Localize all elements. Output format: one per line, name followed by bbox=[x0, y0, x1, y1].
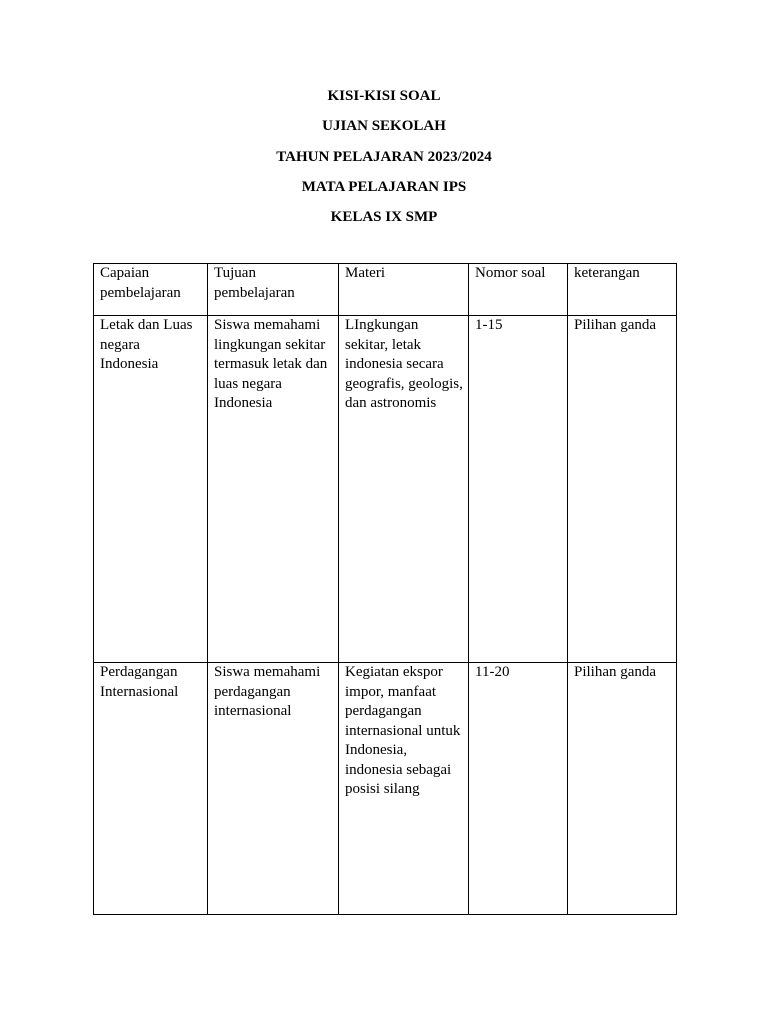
table-cell bbox=[94, 316, 208, 663]
cell-materi: Kegiatan ekspor impor, manfaat perdagangan internasional untuk Indonesia, indonesia sebagai posisi silang bbox=[345, 664, 461, 797]
cell-capaian: Perdagangan Internasional bbox=[100, 664, 179, 700]
cell-tujuan: Siswa memahami lingkungan sekitar termasuk letak dan luas negara Indonesia bbox=[214, 317, 328, 411]
cell-keterangan: Pilihan ganda bbox=[574, 664, 657, 680]
table-row bbox=[94, 663, 677, 915]
table-cell bbox=[568, 663, 677, 915]
table-cell bbox=[208, 316, 339, 663]
header-capaian-text: Capaian pembelajaran bbox=[100, 265, 181, 301]
header-nomor-soal bbox=[469, 264, 568, 316]
header-materi bbox=[339, 264, 469, 316]
table-cell bbox=[469, 316, 568, 663]
header-tujuan-text: Tujuan pembelajaran bbox=[214, 265, 295, 301]
cell-tujuan: Siswa memahami perdagangan internasional bbox=[214, 664, 321, 719]
cell-materi: LIngkungan sekitar, letak indonesia secara geografis, geologis, dan astronomis bbox=[345, 317, 463, 411]
heading-subject: MATA PELAJARAN IPS bbox=[301, 178, 467, 195]
header-keterangan bbox=[568, 264, 677, 316]
header-capaian bbox=[94, 264, 208, 316]
table-cell bbox=[568, 316, 677, 663]
table-header-row bbox=[94, 264, 677, 316]
question-grid-table bbox=[93, 263, 677, 915]
heading-exam-name: UJIAN SEKOLAH bbox=[322, 118, 446, 135]
table-row bbox=[94, 316, 677, 663]
document-heading bbox=[0, 87, 768, 238]
header-keterangan-text: keterangan bbox=[574, 265, 640, 281]
table-cell bbox=[94, 663, 208, 915]
table-cell bbox=[469, 663, 568, 915]
header-tujuan bbox=[208, 264, 339, 316]
cell-capaian: Letak dan Luas negara Indonesia bbox=[100, 317, 193, 372]
cell-nomor-soal: 11-20 bbox=[475, 664, 510, 680]
cell-keterangan: Pilihan ganda bbox=[574, 317, 657, 333]
cell-nomor-soal: 1-15 bbox=[475, 317, 503, 333]
header-nomor-soal-text: Nomor soal bbox=[475, 265, 546, 281]
table-cell bbox=[339, 663, 469, 915]
table-cell bbox=[208, 663, 339, 915]
heading-class: KELAS IX SMP bbox=[330, 209, 438, 226]
table-cell bbox=[339, 316, 469, 663]
header-materi-text: Materi bbox=[345, 265, 385, 281]
heading-academic-year: TAHUN PELAJARAN 2023/2024 bbox=[276, 148, 492, 165]
heading-title: KISI-KISI SOAL bbox=[327, 88, 441, 104]
